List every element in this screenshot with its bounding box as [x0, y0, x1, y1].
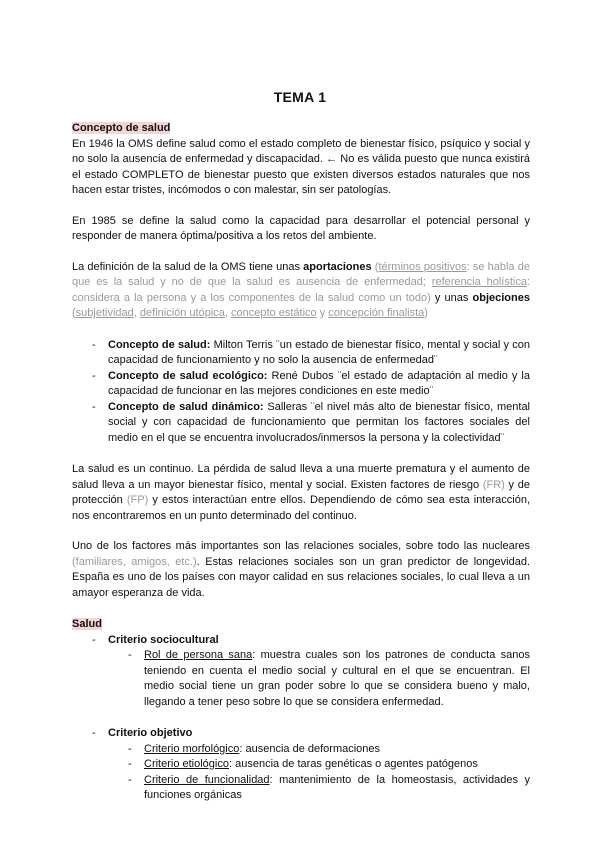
section-heading-salud: Salud: [72, 618, 102, 630]
criterio-sociocultural: - Criterio sociocultural - Rol de persona sana: muestra cuales son los patrones de conducta sanos teniendo en cuenta el medio social y cultural en el que se encuentran. El medio social tiene un gran poder sobre lo que se considera bueno y malo, llegando a tener peso sobre lo que se considera enfermedad.: [72, 633, 530, 711]
list-item: - Concepto de salud dinámico: Salleras ¨el nivel más alto de bienestar físico, mental social y con capacidad de funcionamiento que permitan los factores sociales del medio en el que se encuentra involucrados/inmersos la persona y la colectividad¨: [92, 400, 530, 444]
paragraph-continuo: La salud es un continuo. La pérdida de salud lleva a una muerte prematura y el aumento de salud lleva a un mayor bienestar físico, mental y social. Existen factores de riesgo (FR) y de protección (FP) y estos interactúan entre ellos. Dependiendo de cómo sea esta interacción, nos encontraremos en un punto determinado del continuo.: [72, 463, 530, 522]
list-item: - Criterio de funcionalidad: mantenimiento de la homeostasis, actividades y funciones orgánicas: [128, 773, 530, 801]
criterio-objetivo: - Criterio objetivo - Criterio morfológico: ausencia de deformaciones - Criterio etiológico: ausencia de taras genéticas o agentes patógenos - Criterio de funcionalidad: mantenimiento de la homeostasis, actividades y funciones orgánicas: [72, 726, 530, 804]
list-item: - Criterio etiológico: ausencia de taras genéticas o agentes patógenos: [128, 758, 478, 770]
list-item: - Criterio morfológico: ausencia de deformaciones: [128, 742, 381, 755]
definicion-utopica-term: definición utópica: [139, 307, 225, 319]
subjetividad-term: subjetividad: [75, 307, 134, 319]
paragraph-1985: En 1985 se define la salud como la capacidad para desarrollar el potencial personal y responder de manera óptima/positiva a los retos del ambiente.: [72, 214, 530, 242]
concept-list: [72, 338, 530, 447]
objeciones-label: objeciones: [472, 291, 530, 304]
document-body: [72, 121, 530, 804]
page-title: TEMA 1: [273, 89, 327, 105]
aportaciones-label: aportaciones: [303, 260, 372, 273]
terminos-positivos-term: términos positivos: [378, 260, 467, 273]
list-item: - Concepto de salud: Milton Terris ¨un estado de bienestar físico, mental y social y con capacidad de funcionamiento y no solo la ausencia de enfermedad¨: [92, 338, 531, 366]
referencia-holistica-term: referencia holística: [431, 276, 527, 288]
paragraph-aportaciones: La definición de la salud de la OMS tiene unas aportaciones (términos positivos: se habla de que es la salud y no de que la salud es ausencia de enfermedad; referencia holística: considera a la persona y a los componentes de la salud como un todo) y unas objeciones (subjetividad, definición utópica, concepto estático y concepción finalista): [72, 260, 530, 319]
concepto-estatico-term: concepto estático: [231, 307, 317, 319]
criteria-list: [72, 633, 530, 711]
section-heading-concepto: Concepto de salud: [72, 122, 171, 134]
list-item: - Concepto de salud ecológico: René Dubos ¨el estado de adaptación al medio y la capacidad de funcionar en las mejores condiciones en este medio¨: [92, 369, 530, 397]
concepcion-finalista-term: concepción finalista: [328, 307, 425, 319]
criteria-list-2: [72, 726, 530, 804]
paragraph-oms-1946: En 1946 la OMS define salud como el estado completo de bienestar físico, psíquico y social y no solo la ausencia de enfermedad y discapacidad. ← No es válida puesto que nunca existirá el estado COMPLETO de bienestar puesto que existen diversos estados naturales que nos hacen estar tristes, incómodos o con malestar, sin ser patologías.: [72, 137, 530, 196]
list-item: - Rol de persona sana: muestra cuales son los patrones de conducta sanos teniendo en cuenta el medio social y cultural en el que se encuentran. El medio social tiene un gran poder sobre lo que se considera bueno y malo, llegando a tener peso sobre lo que se considera enfermedad.: [128, 649, 531, 708]
paragraph-relaciones: Uno de los factores más importantes son las relaciones sociales, sobre todo las nucleares (familiares, amigos, etc.). Estas relaciones sociales son un gran predictor de longevidad. España es uno de los países con mayor calidad en sus relaciones sociales, lo cual lleva a un amayor esperanza de vida.: [72, 540, 530, 599]
